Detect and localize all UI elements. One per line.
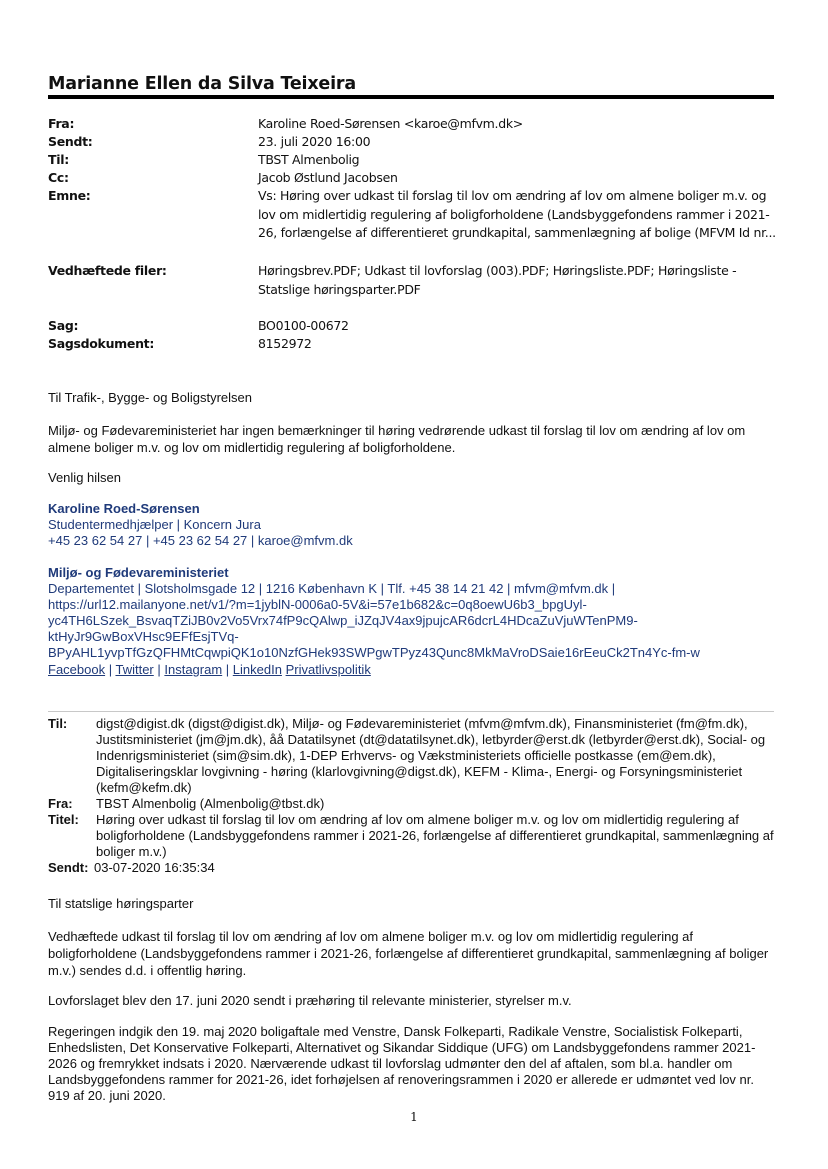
signature-address: Departementet | Slotsholmsgade 12 | 1216 København K | Tlf. +45 38 14 21 42 | mfvm@mfvm.dk |: [48, 581, 616, 596]
signature-url-line-1[interactable]: https://url12.mailanyone.net/v1/?m=1jyblN-0006a0-5V&i=57e1b682&c=0q8oewU6b3_bpgUyl-: [48, 597, 587, 612]
fw-label-sendt: Sendt:: [48, 860, 89, 875]
forward-divider: [48, 711, 774, 712]
privacy-policy-link[interactable]: Privatlivspolitik: [285, 662, 371, 677]
header-value-sag: BO0100-00672: [258, 318, 349, 333]
header-label-sendt: Sendt:: [48, 134, 93, 149]
header-value-sendt: 23. juli 2020 16:00: [258, 134, 371, 149]
linkedin-link[interactable]: LinkedIn: [232, 662, 282, 677]
fw-value-fra: TBST Almenbolig (Almenbolig@tbst.dk): [96, 796, 325, 811]
signature-contact[interactable]: +45 23 62 54 27 | +45 23 62 54 27 | karoe@mfvm.dk: [48, 533, 353, 548]
header-value-emne: Vs: Høring over udkast til forslag til lov om ændring af lov om almene boliger m.v. og lov om midlertidig regulering af boligforholdene (Landsbyggefondens rammer i 2021-26, forlængelse af differentieret grundkapital, sammenlægning af bolige (MFVM Id nr...: [258, 188, 776, 240]
header-label-sag: Sag:: [48, 318, 79, 333]
header-value-cc: Jacob Østlund Jacobsen: [258, 170, 398, 185]
fw-value-sendt: 03-07-2020 16:35:34: [94, 860, 215, 875]
body-message: Miljø- og Fødevareministeriet har ingen bemærkninger til høring vedrørende udkast til forslag til lov om ændring af lov om almene boliger m.v. og lov om midlertidig regulering af boligforholdene.: [48, 423, 746, 455]
signature-org: Miljø- og Fødevareministeriet: [48, 565, 229, 580]
signature-name: Karoline Roed-Sørensen: [48, 501, 200, 516]
header-value-attachments[interactable]: Høringsbrev.PDF; Udkast til lovforslag (003).PDF; Høringsliste.PDF; Høringsliste - Statslige høringsparter.PDF: [258, 263, 737, 297]
header-label-sagsdokument: Sagsdokument:: [48, 336, 155, 351]
header-label-til: Til:: [48, 152, 69, 167]
fw-paragraph-3: Lovforslaget blev den 17. juni 2020 sendt i præhøring til relevante ministerier, styrelser m.v.: [48, 993, 572, 1008]
instagram-link[interactable]: Instagram: [164, 662, 223, 677]
header-label-fra: Fra:: [48, 116, 75, 131]
page-number: 1: [410, 1110, 418, 1124]
header-value-til: TBST Almenbolig: [258, 152, 360, 167]
header-label-emne: Emne:: [48, 188, 91, 203]
social-links: Facebook | Twitter | Instagram | LinkedIn Privatlivspolitik: [48, 662, 371, 677]
header-value-sagsdokument: 8152972: [258, 336, 312, 351]
header-label-cc: Cc:: [48, 170, 69, 185]
signature-role: Studentermedhjælper | Koncern Jura: [48, 517, 261, 532]
twitter-link[interactable]: Twitter: [115, 662, 154, 677]
fw-paragraph-1: Til statslige høringsparter: [48, 896, 194, 911]
facebook-link[interactable]: Facebook: [48, 662, 106, 677]
header-label-vedhaeftede: Vedhæftede filer:: [48, 263, 167, 278]
fw-value-til: digst@digist.dk (digst@digist.dk), Miljø- og Fødevareministeriet (mfvm@mfvm.dk), Finansministeriet (fm@fm.dk), Justitsministeriet (jm@jm.dk), åå Datatilsynet (dt@datatilsynet.dk), letbyrder@erst.dk (letbyrder@erst.dk), Social- og Indenrigsministeriet (sim@sim.dk), 1-DEP Erhvervs- og Vækstministeriets officielle postkasse (em@em.dk), Digitaliseringsklar lovgivning - høring (klarlovgivning@digst.dk), KEFM - Klima-, Energi- og Forsyningsministeriet (kefm@kefm.dk): [96, 716, 766, 795]
fw-label-fra: Fra:: [48, 796, 73, 811]
fw-paragraph-4: Regeringen indgik den 19. maj 2020 boligaftale med Venstre, Dansk Folkeparti, Radikale Venstre, Socialistisk Folkeparti, Enhedslisten, Det Konservative Folkeparti, Alternativet og Sikandar Siddique (UFG) om Landsbyggefondens rammer 2021-2026 og fremrykket indsats i 2020. Nærværende udkast til lovforslag udmønter den del af aftalen, som bl.a. handler om Landsbyggefondens rammer for 2021-26, idet forhøjelsen af renoveringsrammen i 2020 er allerede er udmøntet ved lov nr. 919 af 20. juni 2020.: [48, 1024, 756, 1103]
body-closing: Venlig hilsen: [48, 470, 121, 485]
body-greeting: Til Trafik-, Bygge- og Boligstyrelsen: [48, 390, 252, 405]
signature-url-line-3[interactable]: ktHyJr9GwBoxVHsc9EFfEsjTVq-: [48, 629, 239, 644]
fw-label-til: Til:: [48, 716, 68, 731]
fw-label-titel: Titel:: [48, 812, 79, 827]
sender-name: Marianne Ellen da Silva Teixeira: [48, 74, 356, 94]
fw-value-titel: Høring over udkast til forslag til lov om ændring af lov om almene boliger m.v. og lov om midlertidig regulering af boligforholdene (Landsbyggefondens rammer i 2021-26, forlængelse af differentieret grundkapital, sammenlægning af boliger m.v.): [96, 812, 774, 859]
fw-paragraph-2: Vedhæftede udkast til forslag til lov om ændring af lov om almene boliger m.v. og lov om midlertidig regulering af boligforholdene (Landsbyggefondens rammer i 2021-26, forlængelse af differentieret grundkapital, sammenlægning af boliger m.v.) sendes d.d. i offentlig høring.: [48, 929, 769, 978]
title-rule: [48, 95, 774, 99]
signature-url-line-4[interactable]: BPyAHL1yvpTfGzQFHMtCqwpiQK1o10NzfGHek93SWPgwTPyz43Qunc8MkMaVroDSaie16rEeuCk2Tn4Yc-fm-w: [48, 645, 700, 660]
signature-url-line-2[interactable]: yc4TH6LSzek_BsvaqTZiJB0v2Vo5Vrx74fP9cQAlwp_iJZqJV4ax9jpujcAR6dcrL4HDcaZuVjuWTenPM9-: [48, 613, 638, 628]
header-value-fra: Karoline Roed-Sørensen <karoe@mfvm.dk>: [258, 116, 523, 131]
